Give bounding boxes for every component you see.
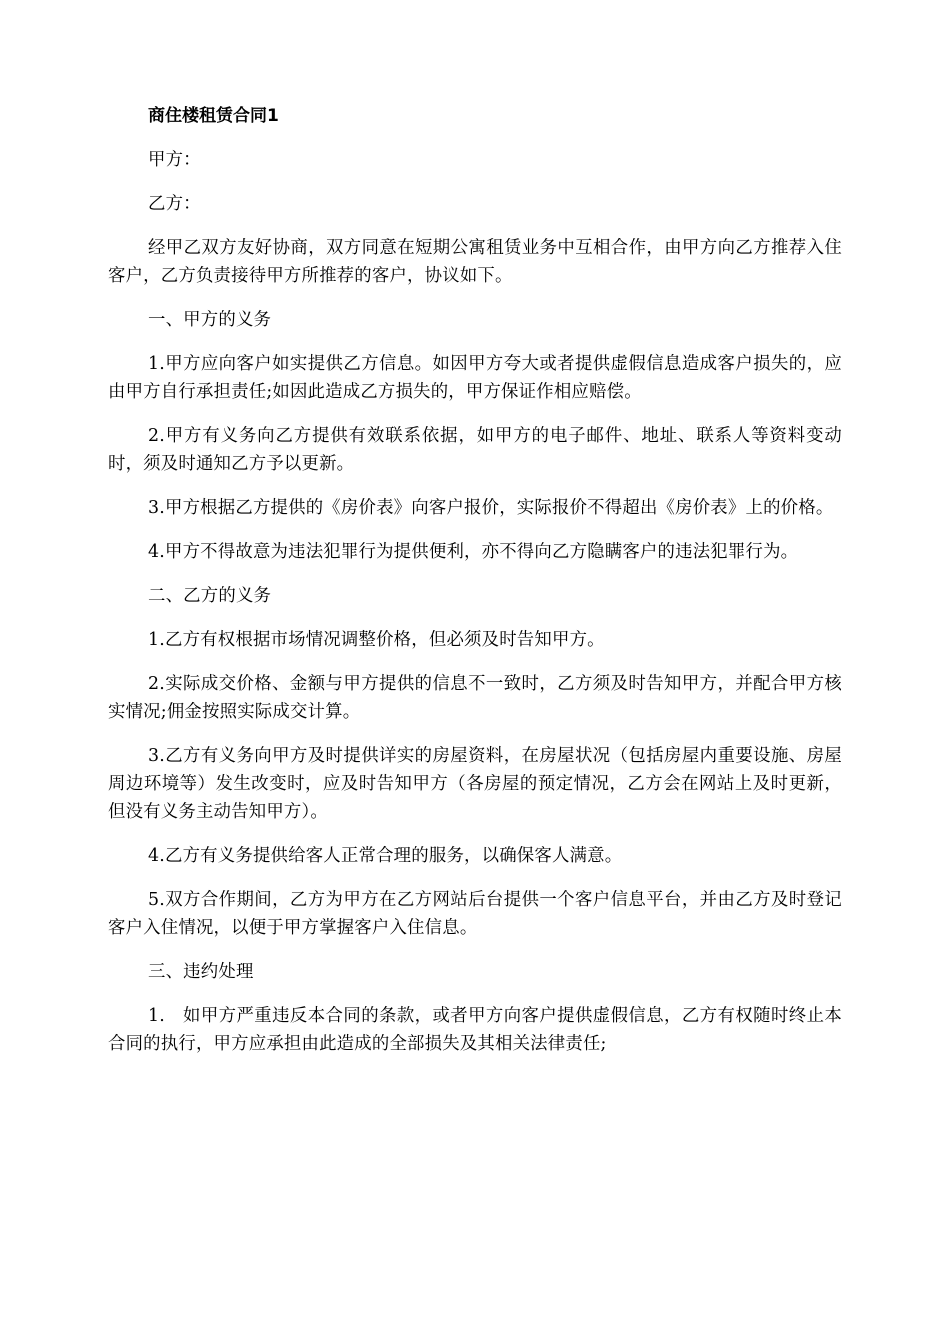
clause-b-3: 3.乙方有义务向甲方及时提供详实的房屋资料，在房屋状况（包括房屋内重要设施、房屋周边环境等）发生改变时，应及时告知甲方（各房屋的预定情况，乙方会在网站上及时更新，但没有义务主动告知甲方）。 [108,746,842,822]
section-heading-party-a: 一、甲方的义务 [148,310,272,330]
clause-a-1: 1.甲方应向客户如实提供乙方信息。如因甲方夸大或者提供虚假信息造成客户损失的，应由甲方自行承担责任;如因此造成乙方损失的，甲方保证作相应赔偿。 [108,354,842,402]
clause-breach-1: 1. 如甲方严重违反本合同的条款，或者甲方向客户提供虚假信息，乙方有权随时终止本合同的执行，甲方应承担由此造成的全部损失及其相关法律责任; [108,1006,842,1054]
clause-a-2: 2.甲方有义务向乙方提供有效联系依据，如甲方的电子邮件、地址、联系人等资料变动时，须及时通知乙方予以更新。 [108,426,842,474]
document-page [108,102,842,1074]
document-title: 商住楼租赁合同1 [148,106,279,126]
clause-b-4: 4.乙方有义务提供给客人正常合理的服务，以确保客人满意。 [148,846,623,866]
section-heading-party-b: 二、乙方的义务 [148,586,272,606]
clause-b-1: 1.乙方有权根据市场情况调整价格，但必须及时告知甲方。 [148,630,605,650]
clause-a-3: 3.甲方根据乙方提供的《房价表》向客户报价，实际报价不得超出《房价表》上的价格。 [148,498,834,518]
section-heading-breach: 三、违约处理 [148,962,254,982]
intro-paragraph: 经甲乙双方友好协商，双方同意在短期公寓租赁业务中互相合作，由甲方向乙方推荐入住客户，乙方负责接待甲方所推荐的客户，协议如下。 [108,238,842,286]
party-a-line: 甲方： [148,150,201,170]
clause-b-2: 2.实际成交价格、金额与甲方提供的信息不一致时，乙方须及时告知甲方，并配合甲方核实情况;佣金按照实际成交计算。 [108,674,842,722]
clause-b-5: 5.双方合作期间，乙方为甲方在乙方网站后台提供一个客户信息平台，并由乙方及时登记客户入住情况，以便于甲方掌握客户入住信息。 [108,890,842,938]
clause-a-4: 4.甲方不得故意为违法犯罪行为提供便利，亦不得向乙方隐瞒客户的违法犯罪行为。 [148,542,799,562]
party-b-line: 乙方： [148,194,201,214]
